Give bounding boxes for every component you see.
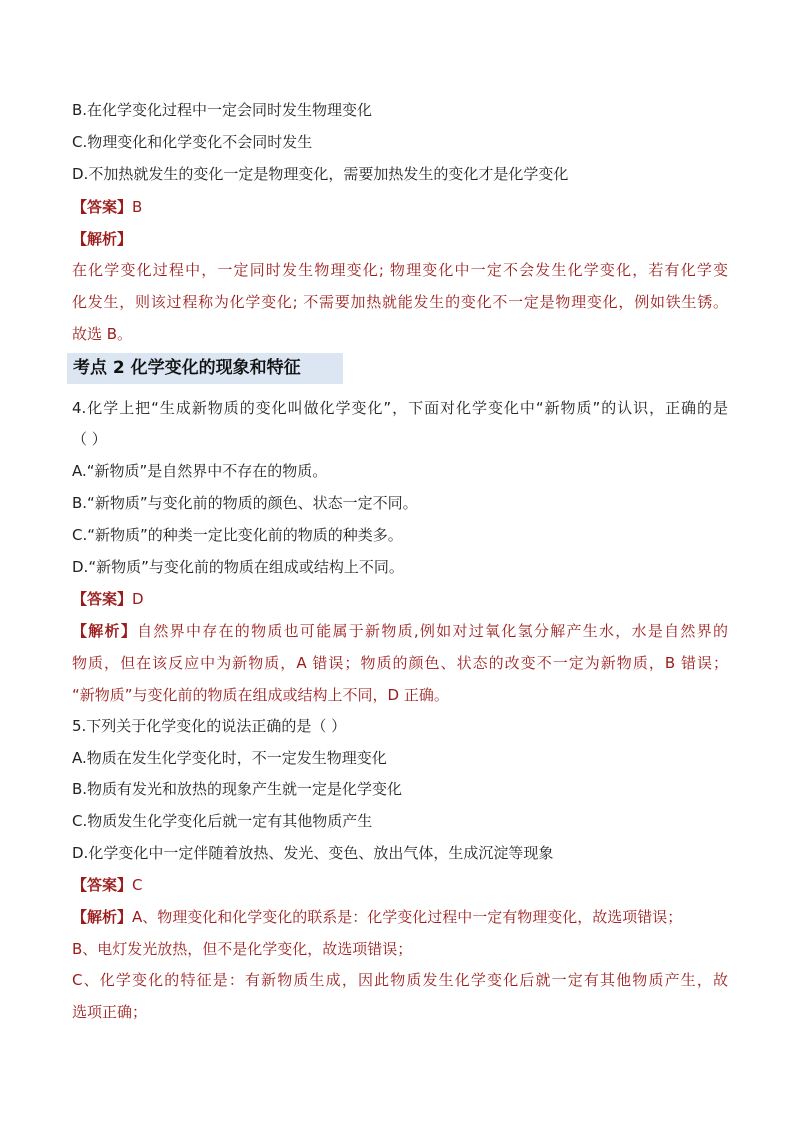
q3-analysis-line: 故选 B。 <box>72 325 133 343</box>
answer-label: 【答案】 <box>72 876 133 894</box>
section-heading: 考点 2 化学变化的现象和特征 <box>67 353 343 384</box>
q4-analysis-line: 物质，但在该反应中为新物质，A 错误；物质的颜色、状态的改变不一定为新物质，B 错误； <box>72 654 728 672</box>
q4-option-b: B.“新物质”与变化前的物质的颜色、状态一定不同。 <box>72 494 418 512</box>
q5-option-c: C.物质发生化学变化后就一定有其他物质产生 <box>72 812 373 830</box>
q3-analysis-label: 【解析】 <box>72 230 133 248</box>
answer-value: D <box>132 590 144 608</box>
q5-analysis-line: B、电灯发光放热，但不是化学变化，故选项错误； <box>72 940 413 958</box>
answer-value: C <box>132 876 143 894</box>
analysis-text: A、物理变化和化学变化的联系是：化学变化过程中一定有物理变化，故选项错误； <box>132 908 683 926</box>
answer-label: 【答案】 <box>72 198 133 216</box>
q4-analysis <box>72 621 728 641</box>
analysis-label: 【解析】 <box>72 908 133 926</box>
q4-option-c: C.“新物质”的种类一定比变化前的物质的种类多。 <box>72 526 403 544</box>
q3-option-d: D.不加热就发生的变化一定是物理变化，需要加热发生的变化才是化学变化 <box>72 165 569 183</box>
q5-answer <box>72 875 143 895</box>
q3-answer <box>72 197 142 217</box>
analysis-label: 【解析】 <box>72 622 138 640</box>
q5-stem: 5.下列关于化学变化的说法正确的是（ ） <box>72 717 347 735</box>
q5-option-a: A.物质在发生化学变化时，不一定发生物理变化 <box>72 749 387 767</box>
q4-option-d: D.“新物质”与变化前的物质在组成或结构上不同。 <box>72 558 404 576</box>
q5-analysis-line: 选项正确； <box>72 1003 148 1021</box>
q4-analysis-line: “新物质”与变化前的物质在组成或结构上不同，D 正确。 <box>72 686 449 704</box>
q5-analysis <box>72 907 682 927</box>
q3-analysis-line: 化发生，则该过程称为化学变化; 不需要加热就能发生的变化不一定是物理变化，例如铁生锈。 <box>72 293 728 311</box>
analysis-text: 自然界中存在的物质也可能属于新物质,例如对过氧化氢分解产生水，水是自然界的 <box>137 622 728 640</box>
q3-option-b: B.在化学变化过程中一定会同时发生物理变化 <box>72 101 373 119</box>
q3-analysis-line: 在化学变化过程中，一定同时发生物理变化; 物理变化中一定不会发生化学变化，若有化学变 <box>72 261 728 279</box>
q5-option-b: B.物质有发光和放热的现象产生就一定是化学变化 <box>72 780 403 798</box>
q4-option-a: A.“新物质”是自然界中不存在的物质。 <box>72 462 328 480</box>
q5-option-d: D.化学变化中一定伴随着放热、发光、变色、放出气体，生成沉淀等现象 <box>72 844 554 862</box>
answer-value: B <box>132 198 143 216</box>
q4-stem: 4.化学上把“生成新物质的变化叫做化学变化”，下面对化学变化中“新物质”的认识，正确的是 <box>72 399 728 417</box>
answer-label: 【答案】 <box>72 590 133 608</box>
q3-option-c: C.物理变化和化学变化不会同时发生 <box>72 133 313 151</box>
q5-analysis-line: C、化学变化的特征是：有新物质生成，因此物质发生化学变化后就一定有其他物质产生，故 <box>72 971 728 989</box>
q4-stem-blank: （ ） <box>72 430 107 448</box>
q4-answer <box>72 589 144 609</box>
